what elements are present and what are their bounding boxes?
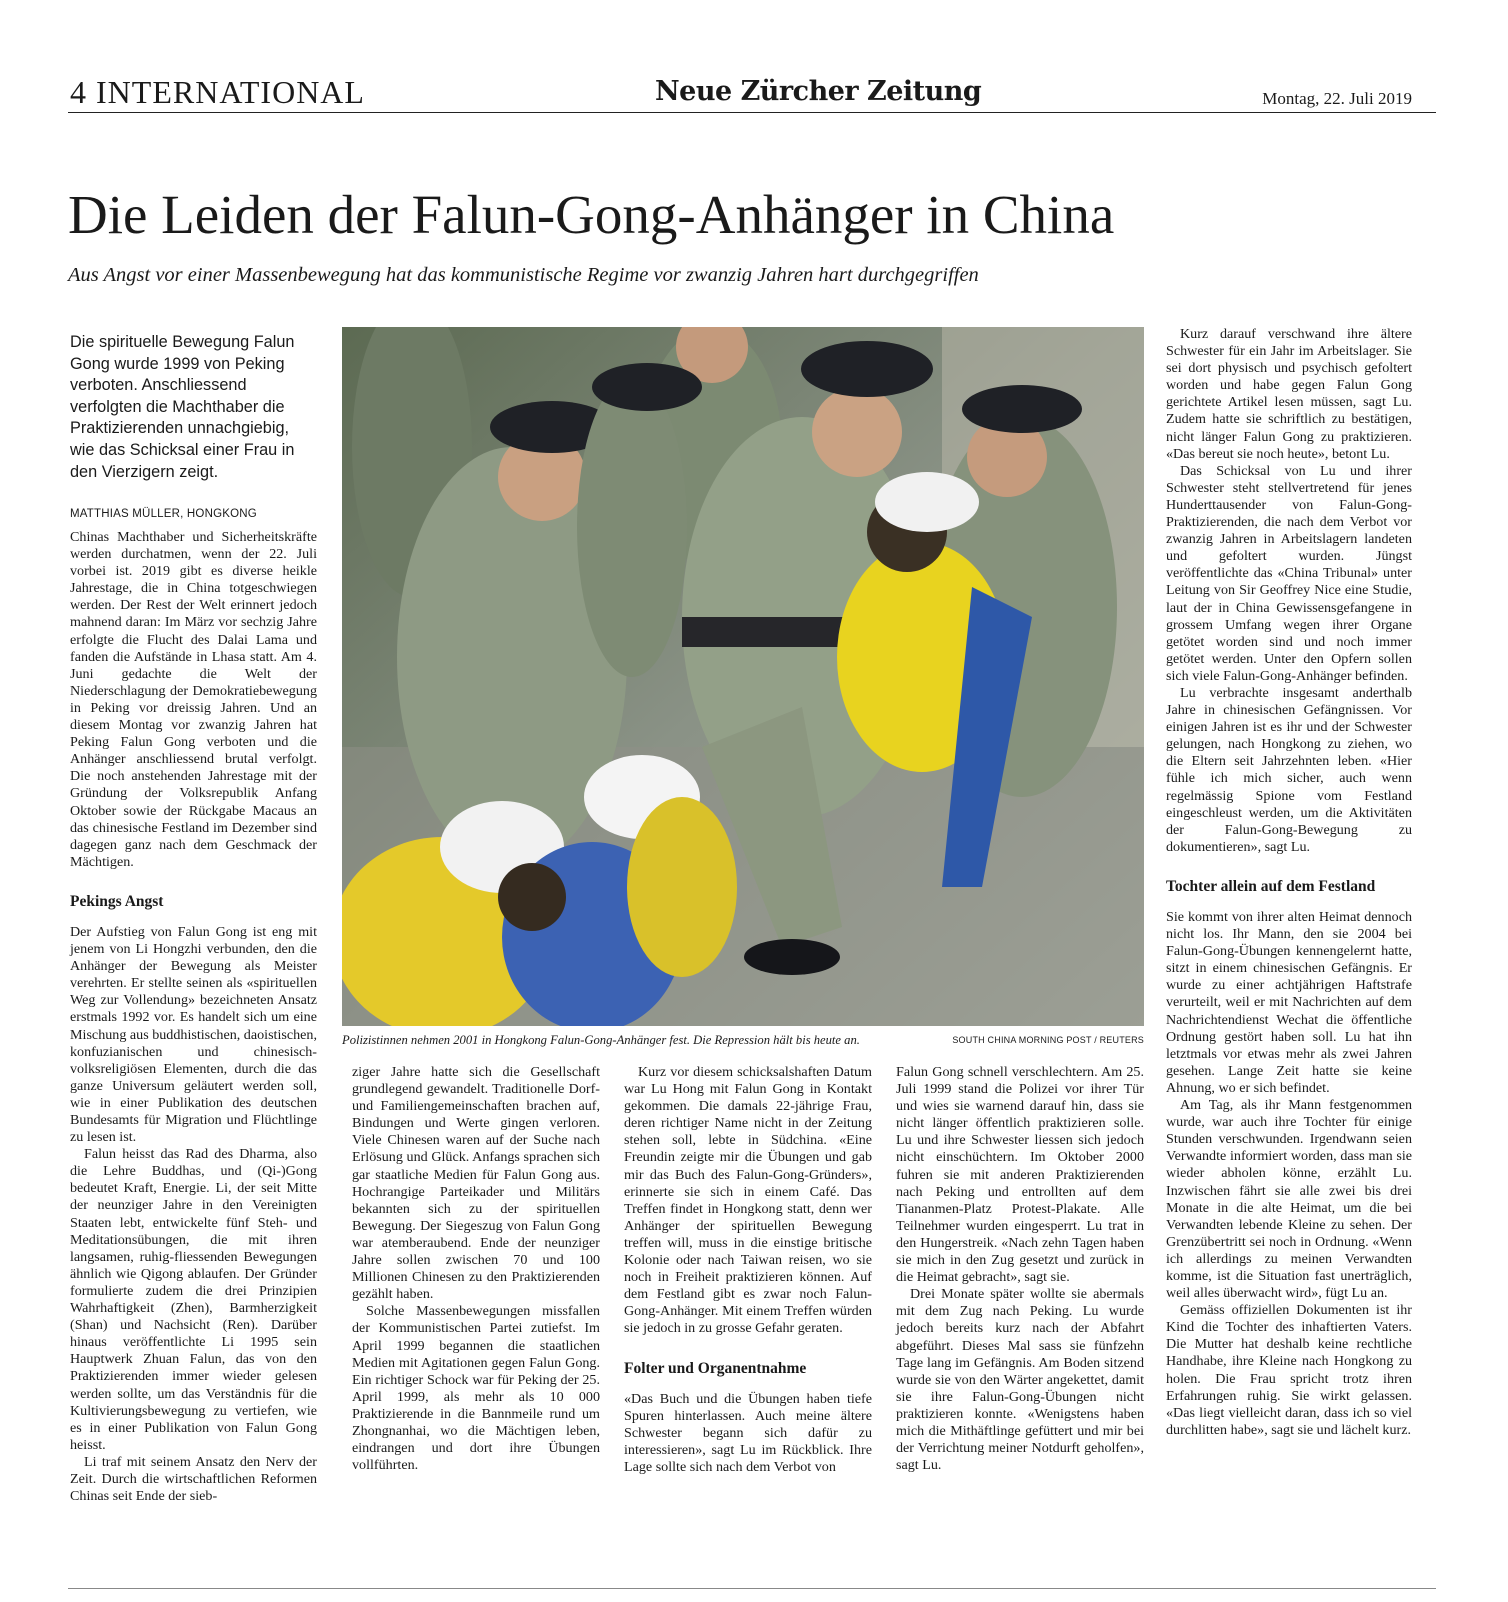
paragraph: Kurz darauf verschwand ihre ältere Schwester für ein Jahr im Arbeitslager. Sie sei dort physisch und psychisch gefoltert worden und habe gegen Falun Gong gerichtete Artikel lesen müssen, sagt Lu. Zudem hatte sie schriftlich zu bestätigen, nicht länger Falun Gong zu praktizieren. «Das bereut sie noch heute», betont Lu. (1166, 326, 1412, 462)
article-headline: Die Leiden der Falun-Gong-Anhänger in China (68, 184, 1115, 245)
paragraph: Das Schicksal von Lu und ihrer Schwester steht stellvertretend für jenes Hunderttausender von Falun-Gong-Praktizierenden, die nach dem Verbot vor zwanzig Jahren in Arbeitslagern landeten und gefoltert wurden. Jüngst veröffentlichte das «China Tribunal» unter Leitung von Sir Geoffrey Nice eine Studie, laut der in China Gewissensgefangene in grossem Umfang wegen ihrer Organe getötet worden sind und noch immer getötet werden. Unter den Opfern sollen sich viele Falun-Gong-Anhänger befinden. (1166, 462, 1412, 684)
article-subheadline: Aus Angst vor einer Massenbewegung hat das kommunistische Regime vor zwanzig Jahren hart durchgegriffen (68, 264, 979, 286)
subheading-tochter: Tochter allein auf dem Festland (1166, 877, 1376, 895)
masthead-logo: Neue Zürcher Zeitung (655, 76, 982, 107)
paragraph: Lu verbrachte insgesamt anderthalb Jahre in chinesischen Gefängnissen. Vor einigen Jahren ist es ihr und der Schwester gelungen, nach Hongkong zu ziehen, wo die Eltern seit Jahrzehnten leben. «Hier fühle ich mich sicher, auch wenn regelmässig Spione vom Festland eingeschleust werden, um die Aktivitäten der Falun-Gong-Bewegung zu dokumentieren», sagt Lu. (1166, 684, 1412, 855)
article-column-1 (70, 529, 317, 1505)
section-label: 4 INTERNATIONAL (70, 74, 365, 110)
paragraph: Kurz vor diesem schicksalshaften Datum war Lu Hong mit Falun Gong in Kontakt gekommen. Die damals 22-jährige Frau, deren richtiger Name nicht in der Zeitung stehen soll, lebte in Südchina. «Eine Freundin zeigte mir die Übungen und gab mir das Buch des Falun-Gong-Gründers», erinnerte sie sich in einem Café. Das Treffen findet in Hongkong statt, denn wer Anhänger der spirituellen Bewegung treffen will, muss in die einstige britische Kolonie oder nach Taiwan reisen, wo sie noch in Freiheit praktizieren können. Auf dem Festland gibt es zwar noch Falun-Gong-Anhänger. Mit einem Treffen würden sie jedoch in zu grosse Gefahr geraten. (624, 1064, 872, 1337)
subheading-pekings-angst: Pekings Angst (70, 892, 164, 910)
paragraph: ziger Jahre hatte sich die Gesellschaft grundlegend gewandelt. Traditionelle Dorf- und Familiengemeinschaften brachen auf, Bindungen und Werte gingen verloren. Viele Chinesen waren auf der Suche nach Erlösung und Glück. Anfangs sprachen sich gar staatliche Medien für Falun Gong aus. Hochrangige Parteikader und Militärs bekannten sich zu der spirituellen Bewegung. Der Siegeszug von Falun Gong war atemberaubend. Ende der neunziger Jahre sollen zwischen 70 und 100 Millionen Chinesen zu den Praktizierenden gezählt haben. (352, 1064, 600, 1303)
article-column-4 (896, 1064, 1144, 1474)
subheading-folter: Folter und Organentnahme (624, 1359, 807, 1377)
paragraph: Sie kommt von ihrer alten Heimat dennoch nicht los. Ihr Mann, den sie 2004 bei Falun-Gong-Übungen kennengelernt hatte, sitzt in einem chinesischen Gefängnis. Er wurde zu einer achtjährigen Haftstrafe verurteilt, weil er mit Nachrichten auf dem Nachrichtendienst Wechat die öffentliche Ordnung gestört haben soll. Lu hat ihn letztmals vor etwas mehr als zwei Jahren gesehen. Lange Zeit hatte sie keine Ahnung, wo er sich befindet. (1166, 909, 1412, 1096)
article-lead: Die spirituelle Bewegung Falun Gong wurde 1999 von Peking verboten. Anschliessend verfolgten die Machthaber die Praktizierenden unnachgiebig, wie das Schicksal einer Frau in den Vierzigern zeigt. (70, 333, 295, 481)
caption-text: Polizistinnen nehmen 2001 in Hongkong Falun-Gong-Anhänger fest. Die Repression hält bis heute an. (342, 1033, 860, 1047)
photo-caption (342, 1033, 1144, 1048)
news-photo (342, 327, 1144, 1026)
photo-illustration (342, 327, 1144, 1026)
paragraph: Am Tag, als ihr Mann festgenommen wurde, war auch ihre Tochter für einige Stunden verschwunden. Irgendwann seien Verwandte informiert worden, dass man sie wieder abholen könne, erzählt Lu. Inzwischen fährt sie alle zwei bis drei Monate in die alte Heimat, um die bei Verwandten lebende Kleine zu sehen. Der Grenzübertritt sei noch in Ordnung. «Wenn ich allerdings zu meinen Verwandten komme, ist die Situation fast unerträglich, weil alles überwacht wird», fügt Lu an. (1166, 1097, 1412, 1302)
footer-rule (68, 1588, 1436, 1589)
paragraph: Falun heisst das Rad des Dharma, also die Lehre Buddhas, und (Qi-)Gong bedeutet Kraft, Energie. Li, der seit Mitte der neunziger Jahre in den Vereinigten Staaten lebt, entwickelte fünf Steh- und Meditationsübungen, die mit ihren langsamen, ruhig-fliessenden Bewegungen ähnlich wie Qigong ablaufen. Der Gründer formulierte zudem die drei Prinzipien Wahrhaftigkeit (Zhen), Barmherzigkeit (Shan) und Nachsicht (Ren). Darüber hinaus veröffentlichte Li 1995 sein Hauptwerk Zhuan Falun, das von den Praktizierenden immer wieder gelesen werden sollte, um das Verständnis für die Kultivierungsbewegung zu vertiefen, wie es in einer Publikation von Falun Gong heisst. (70, 1146, 317, 1453)
paragraph: Gemäss offiziellen Dokumenten ist ihr Kind die Tochter des inhaftierten Vaters. Die Mutter hat deshalb keine rechtliche Handhabe, ihre Kleine nach Hongkong zu holen. Die Frau spricht trotz ihren Erfahrungen ruhig. Sie wirkt gelassen. «Das liegt vielleicht daran, dass ich so viel durchlitten habe», sagt sie und lächelt kurz. (1166, 1302, 1412, 1438)
header-rule (68, 112, 1436, 113)
paragraph: Solche Massenbewegungen missfallen der Kommunistischen Partei zutiefst. Im April 1999 begannen die staatlichen Medien mit Agitationen gegen Falun Gong. Ein richtiger Schock war für Peking der 25. April 1999, als mehr als 10 000 Praktizierende in die Bannmeile rund um Zhongnanhai, wo die Mächtigen leben, eindrangen und dort ihre Übungen vollführten. (352, 1303, 600, 1474)
paragraph: Der Aufstieg von Falun Gong ist eng mit jenem von Li Hongzhi verbunden, den die Anhänger der Bewegung als Meister verehrten. Er stellte seinen als «spirituellen Weg zur Vollendung» bezeichneten Ansatz erstmals 1992 vor. Es handelt sich um eine Mischung aus buddhistischen, daoistischen, konfuzianischen und chinesisch-volksreligiösen Elementen, durch die das ganze Universum geläutert werden soll, wie in einer Publikation des deutschen Bundesamts für Migration und Flüchtlinge zu lesen ist. (70, 923, 318, 1146)
paragraph: Falun Gong schnell verschlechtern. Am 25. Juli 1999 stand die Polizei vor ihrer Tür und wies sie warnend darauf hin, dass sie nicht länger öffentlich praktizieren solle. Lu und ihre Schwester liessen sich jedoch nicht einschüchtern. Im Oktober 2000 fuhren sie mit anderen Praktizierenden nach Peking und entrollten auf dem Tiananmen-Platz Protest-Plakate. Alle Teilnehmer wurden eingesperrt. Lu trat in den Hungerstreik. «Nach zehn Tagen haben sie mich in den Zug gesetzt und zurück in die Heimat gebracht», sagt sie. (896, 1064, 1144, 1286)
paragraph: Chinas Machthaber und Sicherheitskräfte werden durchatmen, wenn der 22. Juli vorbei ist. 2019 gibt es diverse heikle Jahrestage, die in China totgeschwiegen werden. Der Rest der Welt erinnert jedoch mahnend daran: Im März vor sechzig Jahre erfolgte die Flucht des Dalai Lama und fanden die Aufstände in Lhasa statt. Am 4. Juni gedachte die Welt der Niederschlagung der Demokratiebewegung in Peking vor dreissig Jahren. Und an diesem Montag vor zwanzig Jahren hat Peking Falun Gong verboten und die Anhänger anschliessend brutal verfolgt. Die noch anstehenden Jahrestage mit der Gründung der Volksrepublik Anfang Oktober sowie der Rückgabe Macaus an das chinesische Festland im Dezember sind dagegen ganz nach dem Geschmack der Mächtigen. (70, 529, 317, 870)
paragraph: «Das Buch und die Übungen haben tiefe Spuren hinterlassen. Auch meine ältere Schwester begann sich dafür zu interessieren», sagt Lu im Rückblick. Ihre Lage sollte sich nach dem Verbot von (624, 1390, 872, 1475)
article-column-5 (1166, 326, 1412, 1439)
paragraph: Drei Monate später wollte sie abermals mit dem Zug nach Peking. Lu wurde jedoch bereits kurz nach der Abfahrt abgeführt. Dieses Mal sass sie fünfzehn Tage lang im Gefängnis. Am Boden sitzend wurde sie von den Wärter angekettet, damit sie ihre Falun-Gong-Übungen nicht praktizieren konnte. «Wenigstens haben mich die Mithäftlinge gefüttert und mir bei der Verrichtung meiner Notdurft geholfen», sagt Lu. (896, 1286, 1144, 1474)
article-column-2 (352, 1064, 600, 1474)
paragraph: Li traf mit seinem Ansatz den Nerv der Zeit. Durch die wirtschaftlichen Reformen Chinas seit Ende der sieb- (70, 1453, 317, 1505)
article-column-3 (624, 1064, 872, 1476)
issue-date: Montag, 22. Juli 2019 (1262, 89, 1412, 108)
photo-credit: SOUTH CHINA MORNING POST / REUTERS (952, 1035, 1144, 1045)
author-byline: MATTHIAS MÜLLER, HONGKONG (70, 508, 257, 520)
